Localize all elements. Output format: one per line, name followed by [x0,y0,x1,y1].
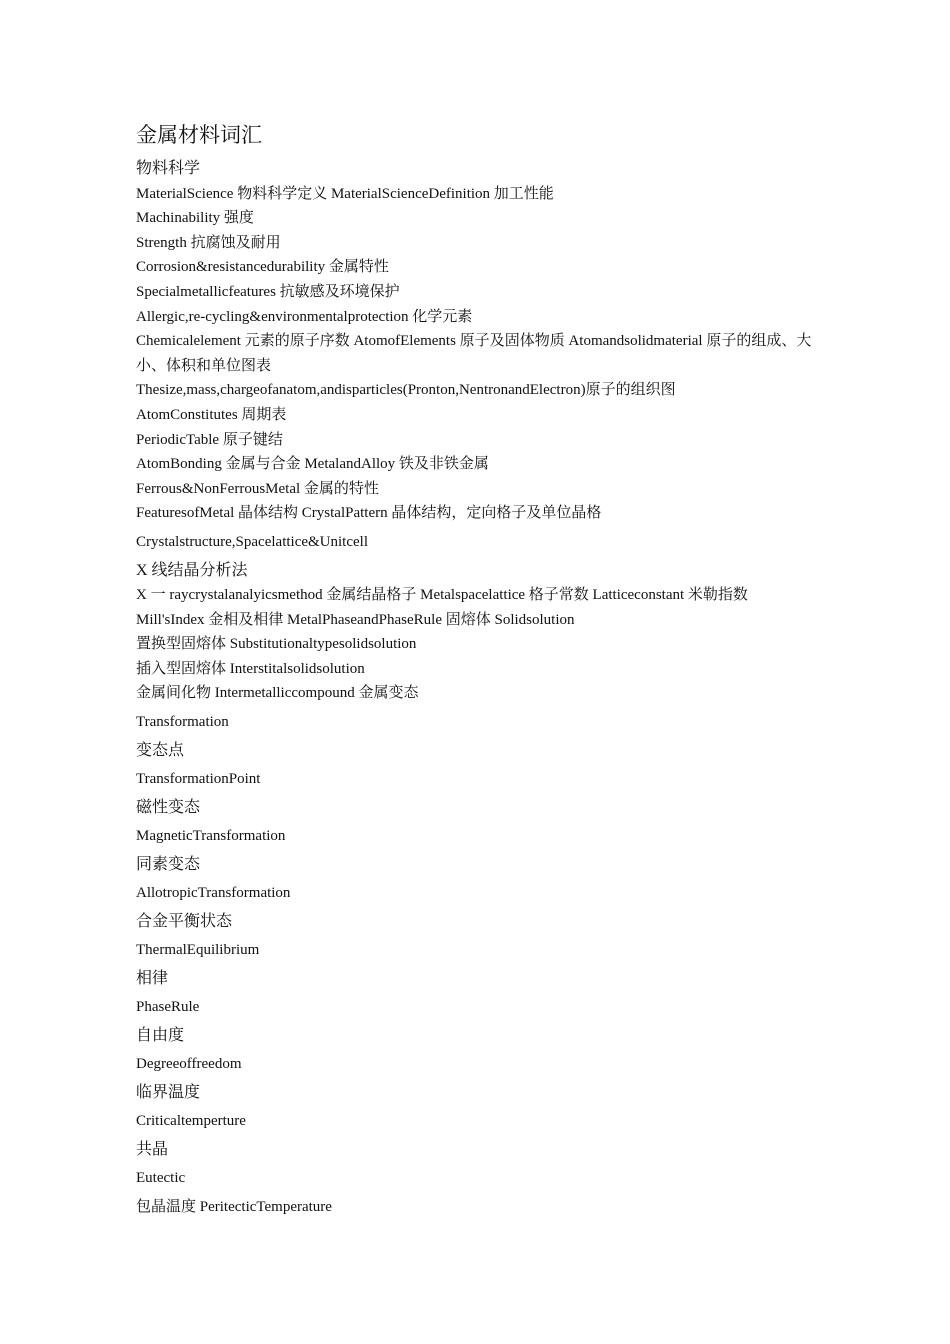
term-line: TransformationPoint [136,771,261,788]
text-line: FeaturesofMetal 晶体结构 CrystalPattern 晶体结构，定向格子及单位晶格 [136,505,602,522]
document-body [136,121,816,1219]
term-line: Criticaltemperture [136,1113,246,1130]
term-line: 变态点 [136,741,185,759]
text-line: AtomConstitutes 周期表 [136,406,287,423]
text-line: 金属间化物 Intermetalliccompound 金属变态 [136,685,419,702]
term-line: AllotropicTransformation [136,885,291,902]
term-line: 包晶温度 PeritecticTemperature [136,1198,332,1215]
text-line: Ferrous&NonFerrousMetal 金属的特性 [136,480,379,497]
text-line: 物料科学 [136,160,201,177]
term-list [136,710,816,1219]
term-line: 磁性变态 [136,798,201,816]
document-title: 金属材料词汇 [136,123,262,147]
text-line: Machinability 强度 [136,210,254,227]
term-line: MagneticTransformation [136,828,286,845]
text-line: Allergic,re-cycling&environmentalprotection 化学元素 [136,308,473,325]
text-line: Chemicalelement 元素的原子序数 AtomofElements 原子及固体物质 Atomandsolidmaterial 原子的组成、大小、体积和单位图表 [136,333,812,374]
text-line: Specialmetallicfeatures 抗敏感及环境保护 [136,283,400,300]
text-line: AtomBonding 金属与合金 MetalandAlloy 铁及非铁金属 [136,456,489,473]
term-line: 合金平衡状态 [136,912,233,930]
text-line: Crystalstructure,Spacelattice&Unitcell [136,533,369,550]
term-line: ThermalEquilibrium [136,942,260,959]
term-line: 共晶 [136,1140,169,1158]
text-line: 插入型固熔体 Interstitalsolidsolution [136,660,365,677]
text-line: 置换型固熔体 Substitutionaltypesolidsolution [136,636,417,653]
term-line: 相律 [136,969,169,987]
text-line: Mill'sIndex 金相及相律 MetalPhaseandPhaseRule 固熔体 Solidsolution [136,611,575,628]
text-line: MaterialScience 物料科学定义 MaterialScienceDefinition 加工性能 [136,185,554,202]
term-line: 临界温度 [136,1083,201,1101]
text-line: X 线结晶分析法 [136,561,248,579]
term-line: 同素变态 [136,855,201,873]
term-line: PhaseRule [136,999,200,1016]
term-line: Transformation [136,714,229,731]
text-line: Thesize,mass,chargeofanatom,andisparticles(Pronton,NentronandElectron)原子的组织图 [136,382,676,399]
text-line: X 一 raycrystalanalyicsmethod 金属结晶格子 Metalspacelattice 格子常数 Latticeconstant 米勒指数 [136,587,748,604]
term-line: Degreeoffreedom [136,1056,242,1073]
text-line: Strength 抗腐蚀及耐用 [136,234,281,251]
term-line: Eutectic [136,1170,186,1187]
text-line: Corrosion&resistancedurability 金属特性 [136,259,389,276]
term-line: 自由度 [136,1026,185,1044]
text-line: PeriodicTable 原子键结 [136,431,283,448]
